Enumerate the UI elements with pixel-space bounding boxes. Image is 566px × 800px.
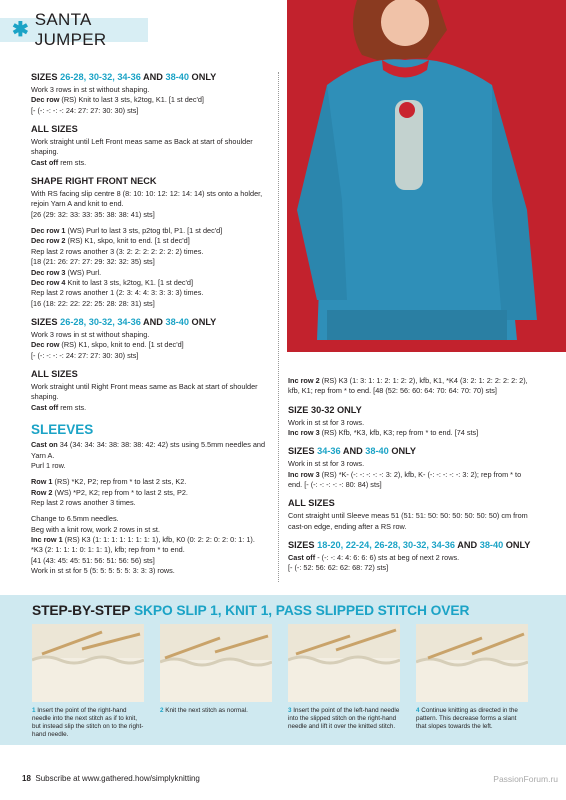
- instruction: Inc row 3 (RS) Kfb, *K3, kfb, K3; rep from * to end. [74 sts]: [288, 428, 479, 438]
- stitch-count: [- (-: -: -: -: 24: 27: 27: 30: 30) sts]: [31, 105, 139, 115]
- step-by-step-title: STEP-BY-STEP SKPO SLIP 1, KNIT 1, PASS SLIPPED STITCH OVER: [32, 603, 470, 618]
- step-photo: [416, 624, 528, 702]
- instruction: Dec row (RS) K1, skpo, knit to end. [1 st dec'd]: [31, 340, 184, 350]
- all-sizes-heading: ALL SIZES: [31, 124, 78, 135]
- instruction: Dec row 4 Knit to last 3 sts, k2tog, K1. [1 st dec'd]: [31, 277, 194, 287]
- shape-neck-heading: SHAPE RIGHT FRONT NECK: [31, 176, 157, 187]
- watermark: PassionForum.ru: [493, 774, 558, 784]
- star-icon: ✱: [12, 19, 29, 41]
- step-1: [32, 624, 144, 739]
- left-column: [31, 72, 271, 577]
- instruction: Rep last 2 rows another 3 (3: 2: 2: 2: 2: 2: 2: 2) times.: [31, 246, 204, 256]
- step-3: [288, 624, 400, 731]
- sizes-heading-3: SIZES 34-36 AND 38-40 ONLY: [288, 446, 417, 457]
- page-number: 18: [22, 774, 31, 783]
- instruction: Cast on 34 (34: 34: 34: 38: 38: 38: 42: 42) sts using 5.5mm needles and Yarn A.: [31, 440, 266, 460]
- page-title: SANTA JUMPER: [34, 10, 107, 49]
- step-caption: 2 Knit the next stitch as normal.: [160, 707, 248, 714]
- instruction: Work straight until Right Front meas same as Back at start of shoulder shaping.: [31, 381, 258, 402]
- instruction: Row 1 (RS) *K2, P2; rep from * to last 2 sts, K2.: [31, 477, 187, 487]
- instruction: Work in st st for 3 rows.: [288, 459, 365, 469]
- sleeves-heading: SLEEVES: [31, 422, 94, 438]
- instruction: Work 3 rows in st st without shaping.: [31, 84, 150, 94]
- stitch-count: [18 (21: 26: 27: 27: 29: 32: 32: 35) sts]: [31, 257, 155, 267]
- page-footer: [22, 774, 200, 783]
- step-photo: [32, 624, 144, 702]
- instruction: Cast off rem sts.: [31, 402, 87, 412]
- sizes-heading-2: SIZES 26-28, 30-32, 34-36 AND 38-40 ONLY: [31, 316, 217, 327]
- instruction: Rep last 2 rows another 3 times.: [31, 497, 136, 507]
- column-divider: [278, 72, 279, 582]
- instruction: Inc row 1 (RS) K3 (1: 1: 1: 1: 1: 1: 1: 1), kfb, K0 (0: 2: 2: 0: 2: 0: 1: 1).: [31, 535, 255, 545]
- instruction: Cont straight until Sleeve meas 51 (51: 51: 50: 50: 50: 50: 50: 50) cm from cast-on edge, ending after a RS row.: [288, 511, 528, 531]
- instruction: Purl 1 row.: [31, 460, 66, 470]
- instruction: Dec row 3 (WS) Purl.: [31, 267, 102, 277]
- right-column: [288, 376, 536, 574]
- stitch-count: [- (-: 52: 56: 62: 62: 68: 72) sts]: [288, 563, 389, 573]
- stitch-count: [41 (43: 45: 45: 51: 56: 51: 56: 56) sts]: [31, 555, 155, 565]
- instruction: Rep last 2 rows another 1 (2: 3: 4: 4: 3: 3: 3: 3) times.: [31, 288, 204, 298]
- stitch-count: [26 (29: 32: 33: 33: 35: 38: 38: 41) sts]: [31, 209, 155, 219]
- instruction: Beg with a knit row, work 2 rows in st st.: [31, 524, 160, 534]
- instruction: With RS facing slip centre 8 (8: 10: 10: 12: 12: 14: 14) sts onto a holder, rejoin Yarn A and knit to end.: [31, 189, 263, 209]
- instruction: *K3 (2: 1: 1: 1: 0: 1: 1: 1), kfb; rep from * to end.: [31, 545, 185, 555]
- instruction: Cast off - (-: -: 4: 4: 6: 6: 6) sts at beg of next 2 rows.: [288, 553, 460, 563]
- step-caption: 1 Insert the point of the right-hand needle into the next stitch as if to knit, but instead slip the stitch on to the right-hand needle.: [32, 707, 144, 739]
- all-sizes-heading: ALL SIZES: [31, 369, 78, 379]
- instruction: Change to 6.5mm needles.: [31, 514, 119, 524]
- instruction: Dec row 1 (WS) Purl to last 3 sts, p2tog tbl, P1. [1 st dec'd]: [31, 226, 223, 236]
- instruction: Work in st st for 3 rows.: [288, 417, 365, 427]
- instruction: Inc row 2 (RS) K3 (1: 3: 1: 1: 2: 1: 2: 2), kfb, K1, *K4 (3: 2: 1: 2: 2: 2: 2: 2), kfb, K1; rep from * to end. [48 (52: 56: 60: 64: 70: 64: 70: 70) sts]: [288, 376, 528, 396]
- size-heading: SIZE 30-32 ONLY: [288, 404, 362, 415]
- step-caption: 4 Continue knitting as directed in the pattern. This decrease forms a slant that slopes towards the left.: [416, 707, 518, 731]
- instruction: Work straight until Left Front meas same as Back at start of shoulder shaping.: [31, 136, 253, 157]
- instruction: Cast off rem sts.: [31, 157, 87, 167]
- instruction: Dec row (RS) Knit to last 3 sts, k2tog, K1. [1 st dec'd]: [31, 95, 204, 105]
- jumper-photo-illustration: [287, 0, 566, 352]
- section-header: [0, 10, 148, 49]
- step-photo: [288, 624, 400, 702]
- stitch-count: [16 (18: 22: 22: 22: 25: 28: 28: 31) sts]: [31, 298, 155, 308]
- step-2: [160, 624, 272, 715]
- instruction: Work in st st for 5 (5: 5: 5: 5: 5: 3: 3: 3) rows.: [31, 566, 175, 576]
- step-4: [416, 624, 528, 731]
- model-photo: [287, 0, 566, 352]
- sizes-heading-4: SIZES 18-20, 22-24, 26-28, 30-32, 34-36 AND 38-40 ONLY: [288, 540, 531, 551]
- step-photo: [160, 624, 272, 702]
- instruction: Inc row 3 (RS) *K- (-: -: -: -: -: 3: 2), kfb, K- (-: -: -: -: -: 3: 2); rep from * to end. [- (-: -: -: -: -: 80: 84) sts]: [288, 469, 522, 490]
- instruction: Work 3 rows in st st without shaping.: [31, 329, 150, 339]
- instruction: Dec row 2 (RS) K1, skpo, knit to end. [1 st dec'd]: [31, 236, 190, 246]
- instruction: Row 2 (WS) *P2, K2; rep from * to last 2 sts, P2.: [31, 487, 188, 497]
- all-sizes-heading: ALL SIZES: [288, 498, 335, 509]
- sizes-heading-1: SIZES 26-28, 30-32, 34-36 AND 38-40 ONLY: [31, 72, 217, 82]
- subscribe-link[interactable]: Subscribe at www.gathered.how/simplyknitting: [35, 774, 200, 783]
- step-caption: 3 Insert the point of the left-hand needle into the slipped stitch on the right-hand needle and lift it over the knitted stitch.: [288, 707, 400, 731]
- stitch-count: [- (-: -: -: -: 24: 27: 27: 30: 30) sts]: [31, 350, 139, 360]
